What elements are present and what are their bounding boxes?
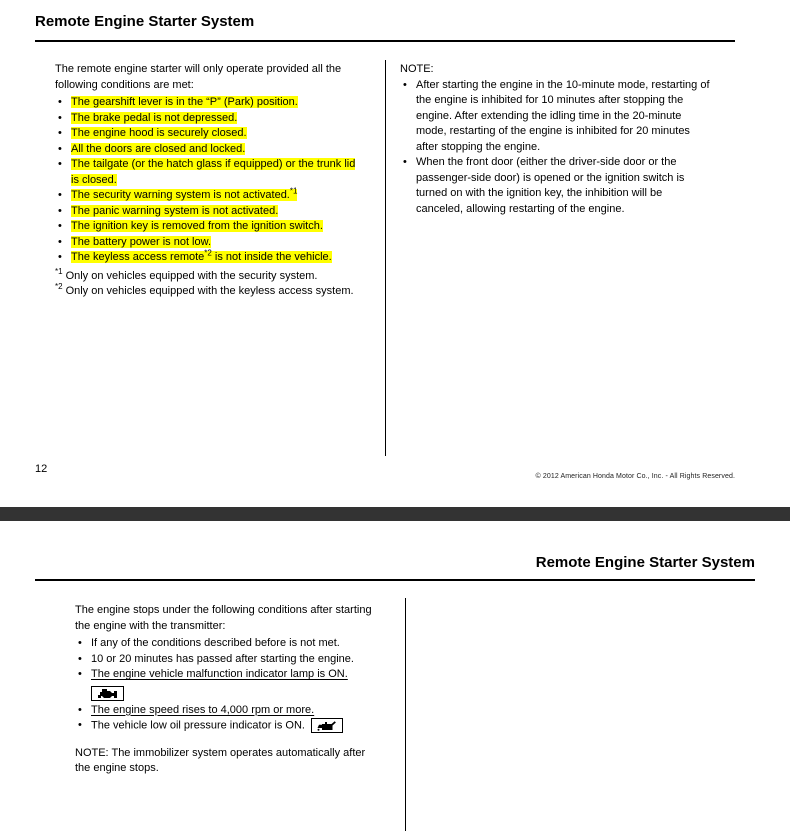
note-label: NOTE:: [400, 63, 434, 75]
condition-text: [71, 111, 360, 127]
footnote-marker: *2: [55, 282, 63, 292]
bullet-dot: •: [58, 142, 62, 155]
page-number: 12: [35, 463, 48, 475]
condition-text: [71, 204, 360, 220]
footnotes: [55, 266, 360, 300]
condition-text-main: The engine hood is securely closed.: [71, 127, 247, 139]
footnote: [55, 266, 360, 285]
condition-text: [71, 142, 360, 158]
condition-text: [91, 703, 375, 719]
condition-text: [91, 718, 375, 734]
condition-item: [55, 157, 360, 188]
note-item: [400, 78, 712, 156]
bullet-dot: •: [58, 251, 62, 263]
bullet-dot: •: [78, 652, 82, 665]
condition-item: [55, 111, 360, 127]
condition-text-main: The battery power is not low.: [71, 235, 212, 248]
note-text: NOTE: The immobilizer system operates automatically after the engine stops.: [75, 746, 366, 775]
check-engine-icon: [97, 688, 118, 699]
page-separator-band: [0, 507, 790, 521]
condition-text: If any of the conditions described before is not met.: [91, 637, 340, 649]
condition-text-rest: is not inside the vehicle.: [211, 251, 332, 263]
condition-text-main: The vehicle low oil pressure indicator is ON.: [91, 719, 305, 732]
stop-condition-item: [75, 718, 375, 734]
title-rule: [35, 579, 755, 581]
footnote-text: Only on vehicles equipped with the security system.: [65, 269, 318, 282]
bullet-dot: •: [58, 235, 62, 248]
bullet-dot: •: [78, 719, 82, 731]
left-column: [55, 62, 360, 300]
condition-text: [71, 219, 360, 235]
condition-text-main: The tailgate (or the hatch glass if equipped) or the trunk lid is closed.: [71, 158, 356, 186]
footnote-text: Only on vehicles equipped with the keyless access system.: [65, 285, 354, 297]
bullet-dot: •: [78, 637, 82, 649]
bullet-dot: •: [58, 189, 62, 201]
note-text: After starting the engine in the 10-minute mode, restarting of the engine is inhibited for 10 minutes after stopping the engine. After extending the idling time in the 20-minute mode, restarting of the engine is inhibited for 20 minutes after stopping the engine.: [416, 78, 710, 153]
condition-item: [55, 204, 360, 220]
stop-conditions-list: [75, 636, 375, 734]
condition-text: [91, 667, 375, 703]
page-title: Remote Engine Starter System: [35, 13, 255, 30]
condition-text: [71, 95, 360, 111]
right-column: [400, 62, 712, 217]
condition-text: [71, 235, 360, 251]
condition-item: [55, 219, 360, 235]
bullet-dot: •: [58, 111, 62, 124]
condition-item: [55, 188, 360, 204]
stop-condition-item: [75, 667, 375, 703]
condition-text: [71, 250, 360, 266]
low-oil-pressure-indicator-icon: [311, 718, 343, 733]
left-column: [75, 603, 375, 777]
condition-text-main: The brake pedal is not depressed.: [71, 111, 238, 124]
title-rule: [35, 40, 735, 42]
bullet-dot: •: [58, 204, 62, 217]
engine-malfunction-indicator-icon: [91, 686, 124, 701]
condition-text-main: The gearshift lever is in the “P” (Park) position.: [71, 96, 298, 108]
conditions-list: [55, 95, 360, 266]
stop-condition-item: [75, 636, 375, 652]
condition-text-main: All the doors are closed and locked.: [71, 142, 246, 155]
bullet-dot: •: [58, 220, 62, 232]
condition-item: [55, 126, 360, 142]
footnote-ref: *2: [204, 248, 212, 258]
bullet-dot: •: [58, 96, 62, 108]
oil-can-icon: [317, 720, 337, 731]
bullet-dot: •: [58, 127, 62, 139]
manual-page-2: [0, 521, 790, 831]
condition-text-main: The engine speed rises to 4,000 rpm or more.: [91, 703, 315, 716]
page-title: Remote Engine Starter System: [535, 554, 755, 571]
note-item: [400, 155, 712, 217]
condition-text-main: The engine vehicle malfunction indicator lamp is ON.: [91, 668, 348, 680]
condition-item: [55, 142, 360, 158]
condition-text-main: The ignition key is removed from the ignition switch.: [71, 220, 323, 232]
condition-text-main: The keyless access remote: [71, 251, 205, 263]
stop-condition-item: [75, 703, 375, 719]
bullet-dot: •: [78, 703, 82, 716]
intro-text: The engine stops under the following conditions after starting the engine with the transmitter:: [75, 604, 372, 632]
intro-text: The remote engine starter will only operate provided all the following conditions are met:: [55, 63, 342, 91]
stop-condition-item: [75, 652, 375, 668]
footnote-ref: *1: [289, 186, 298, 196]
footnote: [55, 284, 360, 300]
footnote-marker: *1: [55, 266, 63, 276]
condition-item: [55, 250, 360, 266]
column-divider: [405, 598, 406, 831]
condition-text: 10 or 20 minutes has passed after starting the engine.: [91, 652, 354, 665]
copyright-text: © 2012 American Honda Motor Co., Inc. - All Rights Reserved.: [535, 473, 735, 480]
notes-list: [400, 78, 712, 218]
condition-item: [55, 95, 360, 111]
bullet-dot: •: [78, 668, 82, 680]
bullet-dot: •: [403, 156, 407, 168]
column-divider: [385, 60, 386, 456]
condition-text: [71, 157, 360, 188]
note-text: When the front door (either the driver-side door or the passenger-side door) is opened or the ignition switch is turned on with the ignition key, the inhibition will be canceled, allowing restarting of the engine.: [416, 156, 685, 215]
condition-text-main: The security warning system is not activated.: [71, 189, 290, 201]
condition-text: [71, 126, 360, 142]
condition-text: [71, 188, 360, 204]
bullet-dot: •: [403, 78, 407, 91]
condition-text-main: The panic warning system is not activated.: [71, 204, 279, 217]
bullet-dot: •: [58, 158, 62, 170]
